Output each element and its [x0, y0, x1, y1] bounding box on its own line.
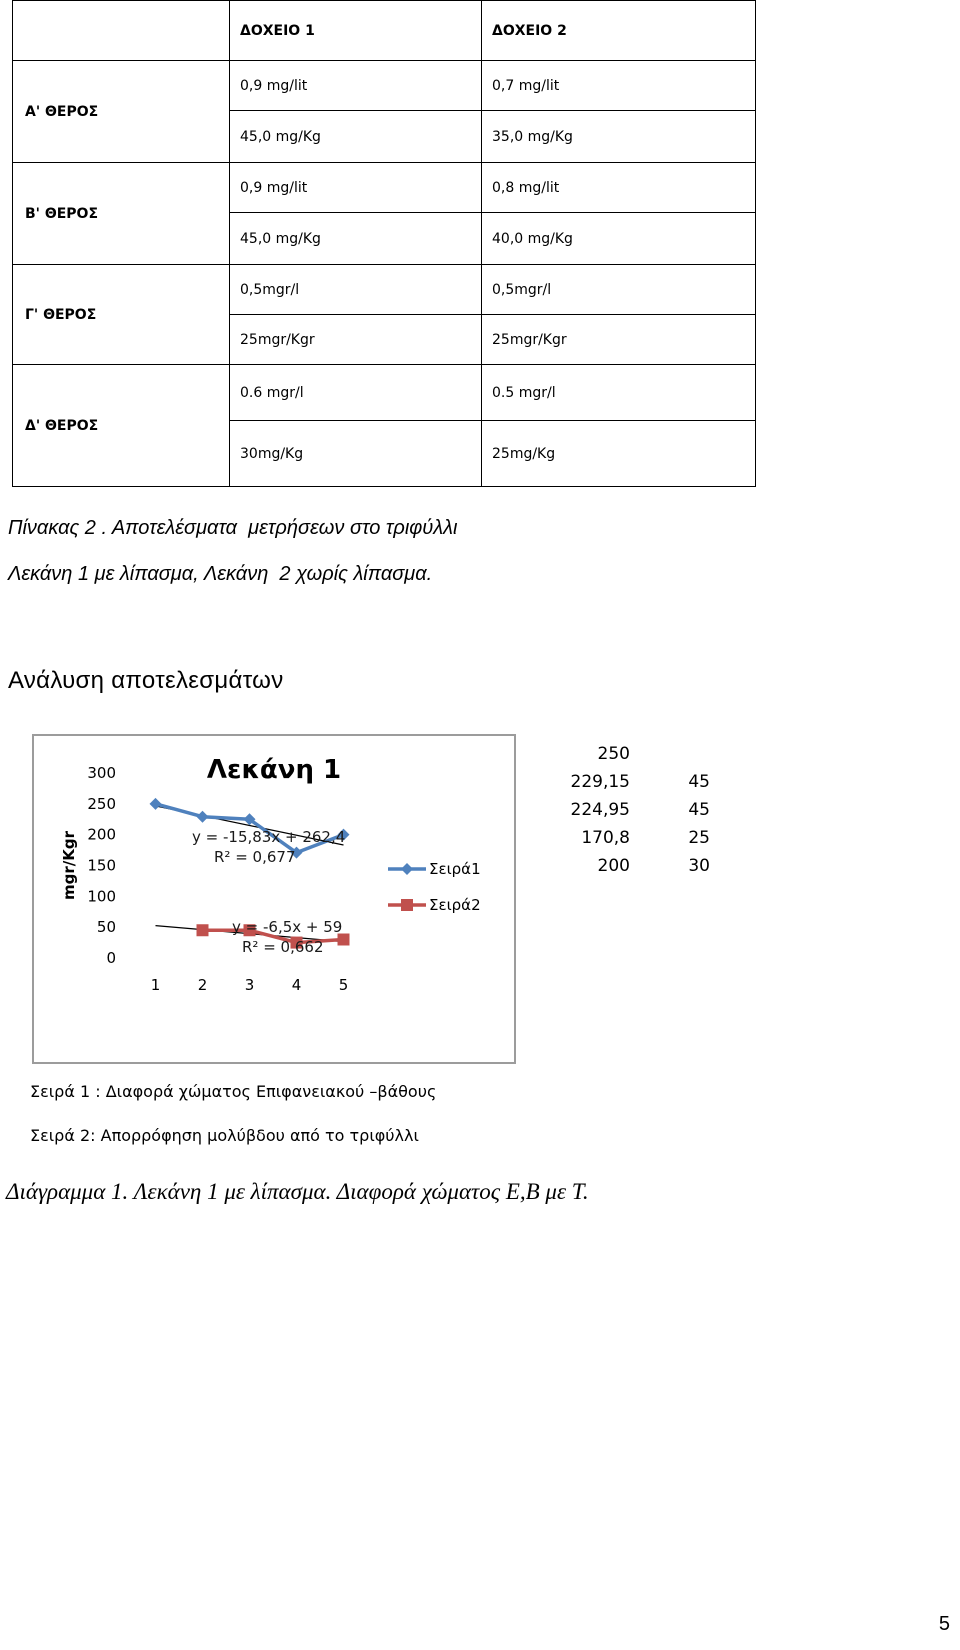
side-value: 229,15 — [570, 772, 630, 792]
table-cell: 0,7 mg/lit — [482, 61, 756, 111]
legend-label: Σειρά2 — [429, 896, 481, 914]
y-tick-label: 150 — [87, 856, 116, 875]
table-cell: 35,0 mg/Kg — [482, 111, 756, 163]
chart-container — [32, 734, 516, 1064]
table-cell: 0,5mgr/l — [230, 265, 482, 315]
series-note-2: Σειρά 2: Απορρόφηση μολύβδου από το τριφύλλι — [30, 1126, 419, 1145]
diagram-caption: Διάγραμμα 1. Λεκάνη 1 με λίπασμα. Διαφορά χώματος Ε,Β με Τ. — [6, 1179, 589, 1204]
side-value: 25 — [688, 828, 710, 848]
side-value: 30 — [688, 856, 710, 876]
measurements-table — [12, 0, 756, 487]
legend-marker — [401, 863, 413, 875]
x-tick-label: 5 — [338, 976, 349, 994]
trendline-r2: R² = 0,662 — [242, 938, 324, 956]
table-cell: 25mg/Kg — [482, 421, 756, 487]
side-value: 45 — [688, 772, 710, 792]
side-value: 45 — [688, 800, 710, 820]
trendline-equation: y = -15,83x + 262,4 — [192, 828, 346, 846]
table-cell: 45,0 mg/Kg — [230, 111, 482, 163]
side-value-row — [540, 828, 710, 856]
y-tick-label: 300 — [87, 764, 116, 782]
table-cell: 0,8 mg/lit — [482, 163, 756, 213]
y-tick-label: 200 — [87, 825, 116, 844]
data-point — [197, 924, 209, 936]
table-header-row — [13, 1, 756, 61]
side-value-row — [540, 772, 710, 800]
table-header-cell: ΔΟΧΕΙΟ 1 — [230, 1, 482, 61]
legend-marker — [401, 899, 413, 911]
table-cell: 0,9 mg/lit — [230, 163, 482, 213]
data-point — [197, 811, 209, 823]
series-note-1: Σειρά 1 : Διαφορά χώματος Επιφανειακού –βάθους — [30, 1082, 437, 1101]
x-axis-ticks — [151, 976, 349, 994]
table-header-cell: ΔΟΧΕΙΟ 2 — [482, 1, 756, 61]
line-chart — [34, 736, 514, 1062]
side-value-row — [540, 744, 710, 772]
table-cell: 25mgr/Kgr — [482, 315, 756, 365]
y-tick-label: 0 — [106, 949, 116, 967]
y-tick-label: 50 — [96, 918, 116, 937]
table-row — [13, 265, 756, 315]
legend — [388, 860, 481, 914]
season-label: Β' ΘΕΡΟΣ — [13, 163, 230, 265]
data-point — [150, 798, 162, 810]
table-cell: 0.6 mgr/l — [230, 365, 482, 421]
table-cell: 0,5mgr/l — [482, 265, 756, 315]
legend-label: Σειρά1 — [429, 860, 481, 878]
x-tick-label: 3 — [244, 976, 255, 994]
chart-title: Λεκάνη 1 — [206, 755, 342, 785]
table-cell: 0,9 mg/lit — [230, 61, 482, 111]
table-row — [13, 163, 756, 213]
y-axis-ticks — [87, 764, 116, 967]
table-cell: 30mg/Kg — [230, 421, 482, 487]
table-cell: 0.5 mgr/l — [482, 365, 756, 421]
table-row — [13, 365, 756, 421]
x-tick-label: 4 — [291, 976, 302, 994]
side-value: 200 — [597, 856, 630, 876]
trendline-r2: R² = 0,677 — [214, 848, 296, 866]
x-tick-label: 1 — [150, 976, 161, 994]
table-cell: 45,0 mg/Kg — [230, 213, 482, 265]
x-tick-label: 2 — [197, 976, 208, 994]
table-row — [13, 61, 756, 111]
season-label: Γ' ΘΕΡΟΣ — [13, 265, 230, 365]
y-axis-label: mgr/Kgr — [60, 830, 78, 901]
section-heading: Ανάλυση αποτελεσμάτων — [8, 667, 284, 694]
table-note: Λεκάνη 1 με λίπασμα, Λεκάνη 2 χωρίς λίπασμα. — [8, 563, 433, 585]
season-label: Δ' ΘΕΡΟΣ — [13, 365, 230, 487]
y-tick-label: 100 — [87, 887, 116, 906]
table-cell: 40,0 mg/Kg — [482, 213, 756, 265]
season-label: Α' ΘΕΡΟΣ — [13, 61, 230, 163]
y-tick-label: 250 — [87, 794, 116, 813]
table-header-cell — [13, 1, 230, 61]
side-value: 250 — [597, 744, 630, 764]
table-caption: Πίνακας 2 . Αποτελέσματα μετρήσεων στο τριφύλλι — [8, 517, 458, 539]
table-cell: 25mgr/Kgr — [230, 315, 482, 365]
side-value-row — [540, 856, 710, 884]
side-values-table — [540, 744, 710, 884]
trendline-equation: y = -6,5x + 59 — [232, 918, 343, 936]
side-value: 170,8 — [581, 828, 630, 848]
page-number: 5 — [938, 1613, 950, 1635]
side-value-row — [540, 800, 710, 828]
side-value: 224,95 — [570, 800, 630, 820]
